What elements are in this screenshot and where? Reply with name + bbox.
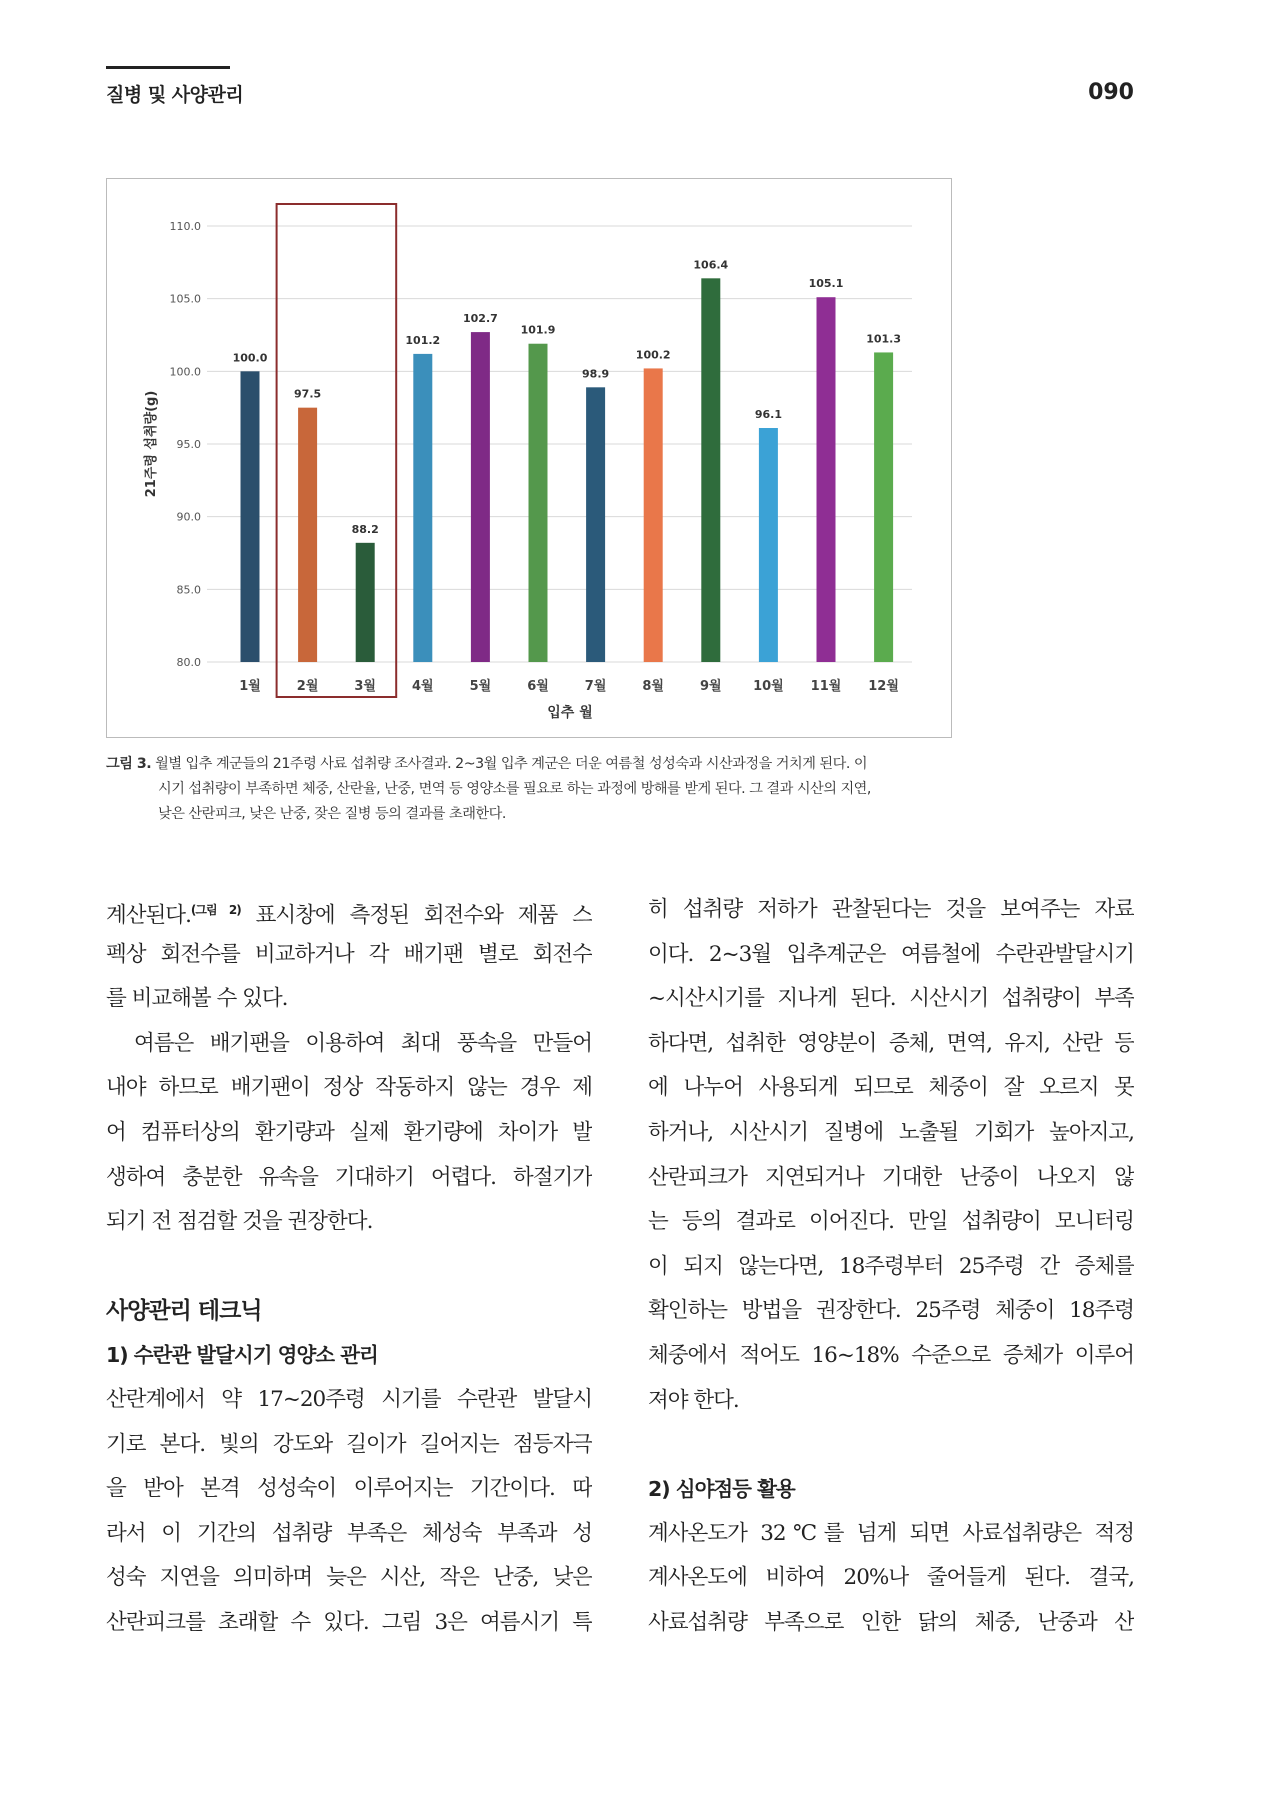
body-line: 어 컴퓨터상의 환기량과 실제 환기량에 차이가 발 bbox=[106, 1119, 592, 1145]
body-line: 체중에서 적어도 16~18% 수준으로 증체가 이루어 bbox=[648, 1342, 1134, 1368]
header-rule bbox=[106, 66, 230, 69]
body-line: 확인하는 방법을 권장한다. 25주령 체중이 18주령 bbox=[648, 1298, 1134, 1324]
body-line: 이 되지 않는다면, 18주령부터 25주령 간 증체를 bbox=[648, 1253, 1134, 1279]
body-text: 표시창에 측정된 회전수와 제품 스 bbox=[240, 903, 592, 928]
body-line: 계사온도가 32℃를 넘게 되면 사료섭취량은 적정 bbox=[648, 1520, 1134, 1546]
body-line: 을 받아 본격 성성숙이 이루어지는 기간이다. 따 bbox=[106, 1476, 592, 1502]
y-tick-label: 85.0 bbox=[176, 583, 201, 597]
body-line: 여름은 배기팬을 이용하여 최대 풍속을 만들어 bbox=[134, 1030, 592, 1056]
x-tick-label: 11월 bbox=[810, 679, 842, 694]
caption-text-1: 월별 입추 계군들의 21주령 사료 섭취량 조사결과. 2~3월 입추 계군은 더운 여름철 성성숙과 시산과정을 거치게 된다. 이 bbox=[155, 756, 868, 772]
bar bbox=[356, 543, 375, 662]
body-line: 생하여 충분한 유속을 기대하기 어렵다. 하절기가 bbox=[106, 1164, 592, 1190]
caption-line-2: 시기 섭취량이 부족하면 체중, 산란율, 난중, 면역 등 영양소를 필요로 하는 과정에 방해를 받게 된다. 그 결과 시산의 지연, bbox=[158, 781, 871, 797]
body-line: 펙상 회전수를 비교하거나 각 배기팬 별로 회전수 bbox=[106, 941, 592, 967]
data-label: 88.2 bbox=[351, 522, 379, 536]
bar bbox=[586, 387, 605, 662]
y-tick-label: 90.0 bbox=[176, 510, 201, 524]
body-line bbox=[106, 888, 592, 933]
bar bbox=[817, 297, 836, 662]
x-tick-label: 1월 bbox=[239, 679, 261, 694]
bar bbox=[874, 352, 893, 662]
data-label: 97.5 bbox=[294, 387, 322, 401]
figure-caption bbox=[106, 752, 956, 827]
body-line: 산란계에서 약 17~20주령 시기를 수란관 발달시 bbox=[106, 1386, 592, 1412]
y-tick-label: 95.0 bbox=[176, 438, 201, 451]
bar bbox=[413, 354, 432, 662]
x-tick-label: 2월 bbox=[296, 679, 319, 694]
x-tick-label: 8월 bbox=[642, 679, 665, 694]
bar bbox=[701, 278, 720, 662]
figure-reference: (그림 2) bbox=[190, 903, 241, 917]
right-column bbox=[648, 888, 1134, 1646]
body-line: 하거나, 시산시기 질병에 노출될 기회가 높아지고, bbox=[648, 1119, 1134, 1145]
bar-chart bbox=[107, 179, 953, 739]
caption-line-1 bbox=[106, 752, 956, 777]
x-tick-label: 10월 bbox=[753, 679, 784, 694]
body-line: 기로 본다. 빛의 강도와 길이가 길어지는 점등자극 bbox=[106, 1431, 592, 1457]
body-line: 되기 전 점검할 것을 권장한다. bbox=[106, 1209, 373, 1235]
body-line: 이다. 2~3월 입추계군은 여름철에 수란관발달시기 bbox=[648, 941, 1134, 967]
bar bbox=[529, 344, 548, 662]
body-line: 내야 하므로 배기팬이 정상 작동하지 않는 경우 제 bbox=[106, 1075, 592, 1101]
data-label: 101.3 bbox=[866, 332, 901, 346]
data-label: 101.9 bbox=[520, 323, 556, 337]
bar bbox=[241, 371, 260, 662]
bar bbox=[298, 408, 317, 662]
x-tick-label: 6월 bbox=[527, 679, 549, 694]
x-tick-label: 7월 bbox=[584, 679, 607, 694]
x-tick-label: 5월 bbox=[469, 679, 492, 694]
body-line: 라서 이 기간의 섭취량 부족은 체성숙 부족과 성 bbox=[106, 1520, 592, 1546]
body-line: 를 비교해볼 수 있다. bbox=[106, 986, 288, 1012]
x-tick-label: 9월 bbox=[699, 679, 722, 694]
y-tick-label: 80.0 bbox=[176, 656, 201, 669]
subsection-title: 1) 수란관 발달시기 영양소 관리 bbox=[106, 1343, 378, 1368]
data-label: 106.4 bbox=[693, 258, 729, 272]
body-line: 산란피크를 초래할 수 있다. 그림 3은 여름시기 특 bbox=[106, 1609, 592, 1635]
x-tick-label: 12월 bbox=[868, 679, 899, 694]
x-axis-label: 입추 월 bbox=[547, 705, 593, 721]
body-text: 계산된다. bbox=[106, 903, 191, 928]
figure-3-chart bbox=[106, 178, 952, 738]
body-line: 성숙 지연을 의미하며 늦은 시산, 작은 난중, 낮은 bbox=[106, 1565, 592, 1591]
body-line: 져야 한다. bbox=[648, 1387, 739, 1413]
body-line: 산란피크가 지연되거나 기대한 난중이 나오지 않 bbox=[648, 1164, 1134, 1190]
y-axis-label: 21주령 섭취량(g) bbox=[144, 390, 159, 498]
body-line: 히 섭취량 저하가 관찰된다는 것을 보여주는 자료 bbox=[648, 897, 1134, 922]
running-header-title: 질병 및 사양관리 bbox=[106, 84, 244, 106]
data-label: 98.9 bbox=[582, 367, 610, 381]
caption-line-3: 낮은 산란피크, 낮은 난중, 잦은 질병 등의 결과를 초래한다. bbox=[158, 806, 506, 822]
body-line: 사료섭취량 부족으로 인한 닭의 체중, 난중과 산 bbox=[648, 1609, 1134, 1635]
x-tick-label: 3월 bbox=[354, 679, 377, 694]
highlight-box bbox=[277, 204, 397, 697]
y-tick-label: 110.0 bbox=[169, 220, 201, 233]
data-label: 100.0 bbox=[232, 351, 268, 365]
y-tick-label: 100.0 bbox=[169, 365, 201, 379]
body-line: 는 등의 결과로 이어진다. 만일 섭취량이 모니터링 bbox=[648, 1209, 1134, 1235]
y-tick-label: 105.0 bbox=[169, 292, 201, 306]
body-line: 에 나누어 사용되게 되므로 체중이 잘 오르지 못 bbox=[648, 1075, 1134, 1101]
body-line: ~시산시기를 지나게 된다. 시산시기 섭취량이 부족 bbox=[648, 986, 1134, 1012]
bar bbox=[644, 368, 663, 662]
subsection-title: 2) 심야점등 활용 bbox=[648, 1477, 795, 1502]
page-number: 090 bbox=[1088, 80, 1134, 105]
data-label: 101.2 bbox=[405, 333, 441, 347]
body-line: 계사온도에 비하여 20%나 줄어들게 된다. 결국, bbox=[648, 1565, 1134, 1591]
body-line: 하다면, 섭취한 영양분이 증체, 면역, 유지, 산란 등 bbox=[648, 1030, 1134, 1056]
caption-label: 그림 3. bbox=[106, 756, 152, 772]
left-column bbox=[106, 888, 592, 1646]
data-label: 105.1 bbox=[808, 277, 844, 291]
x-tick-label: 4월 bbox=[411, 679, 434, 694]
section-title: 사양관리 테크닉 bbox=[106, 1297, 262, 1324]
data-label: 96.1 bbox=[754, 408, 782, 422]
bar bbox=[759, 428, 778, 662]
data-label: 102.7 bbox=[463, 312, 498, 326]
bar bbox=[471, 332, 490, 662]
data-label: 100.2 bbox=[635, 348, 671, 362]
